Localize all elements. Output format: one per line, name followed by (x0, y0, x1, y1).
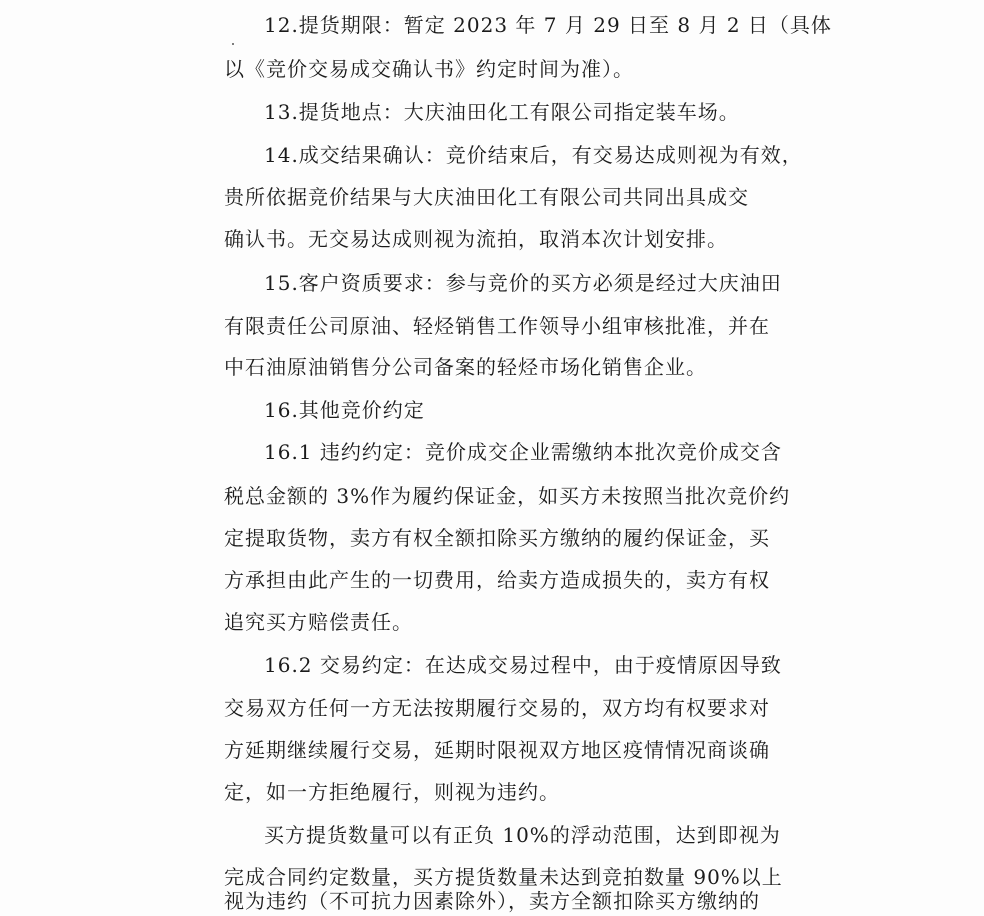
text-line: 有限责任公司原油、轻烃销售工作领导小组审核批准，并在 (224, 314, 770, 338)
text-line: 税总金额的 3%作为履约保证金，如买方未按照当批次竞价约 (224, 484, 791, 508)
text-line: 以《竞价交易成交确认书》约定时间为准）。 (224, 57, 634, 81)
section-heading: 16.其他竞价约定 (264, 398, 425, 422)
text-line: 14.成交结果确认：竞价结束后，有交易达成则视为有效， (264, 143, 803, 167)
text-line: 完成合同约定数量，买方提货数量未达到竞拍数量 90%以上 (224, 865, 783, 889)
text-line: 12.提货期限：暂定 2023 年 7 月 29 日至 8 月 2 日（具体 (264, 13, 832, 37)
text-line: 定，如一方拒绝履行，则视为违约。 (224, 780, 560, 804)
text-line: 定提取货物，卖方有权全额扣除买方缴纳的履约保证金，买 (224, 526, 770, 550)
text-line: 15.客户资质要求：参与竞价的买方必须是经过大庆油田 (264, 271, 782, 295)
text-line: 追究买方赔偿责任。 (224, 610, 413, 634)
text-line: 中石油原油销售分公司备案的轻烃市场化销售企业。 (224, 355, 707, 379)
text-line: 方延期继续履行交易，延期时限视双方地区疫情情况商谈确 (224, 738, 770, 762)
text-line: 交易双方任何一方无法按期履行交易的，双方均有权要求对 (224, 696, 770, 720)
text-line: 方承担由此产生的一切费用，给卖方造成损失的，卖方有权 (224, 568, 770, 592)
text-line: 确认书。无交易达成则视为流拍，取消本次计划安排。 (224, 227, 728, 251)
text-line: 视为违约（不可抗力因素除外），卖方全额扣除买方缴纳的 (224, 889, 760, 913)
text-line: 16.2 交易约定：在达成交易过程中，由于疫情原因导致 (264, 653, 782, 677)
text-line: 买方提货数量可以有正负 10%的浮动范围，达到即视为 (264, 823, 781, 847)
scan-speck (232, 43, 234, 45)
text-line: 13.提货地点：大庆油田化工有限公司指定装车场。 (264, 100, 740, 124)
text-line: 贵所依据竞价结果与大庆油田化工有限公司共同出具成交 (224, 185, 749, 209)
text-line: 16.1 违约约定：竞价成交企业需缴纳本批次竞价成交含 (264, 440, 782, 464)
